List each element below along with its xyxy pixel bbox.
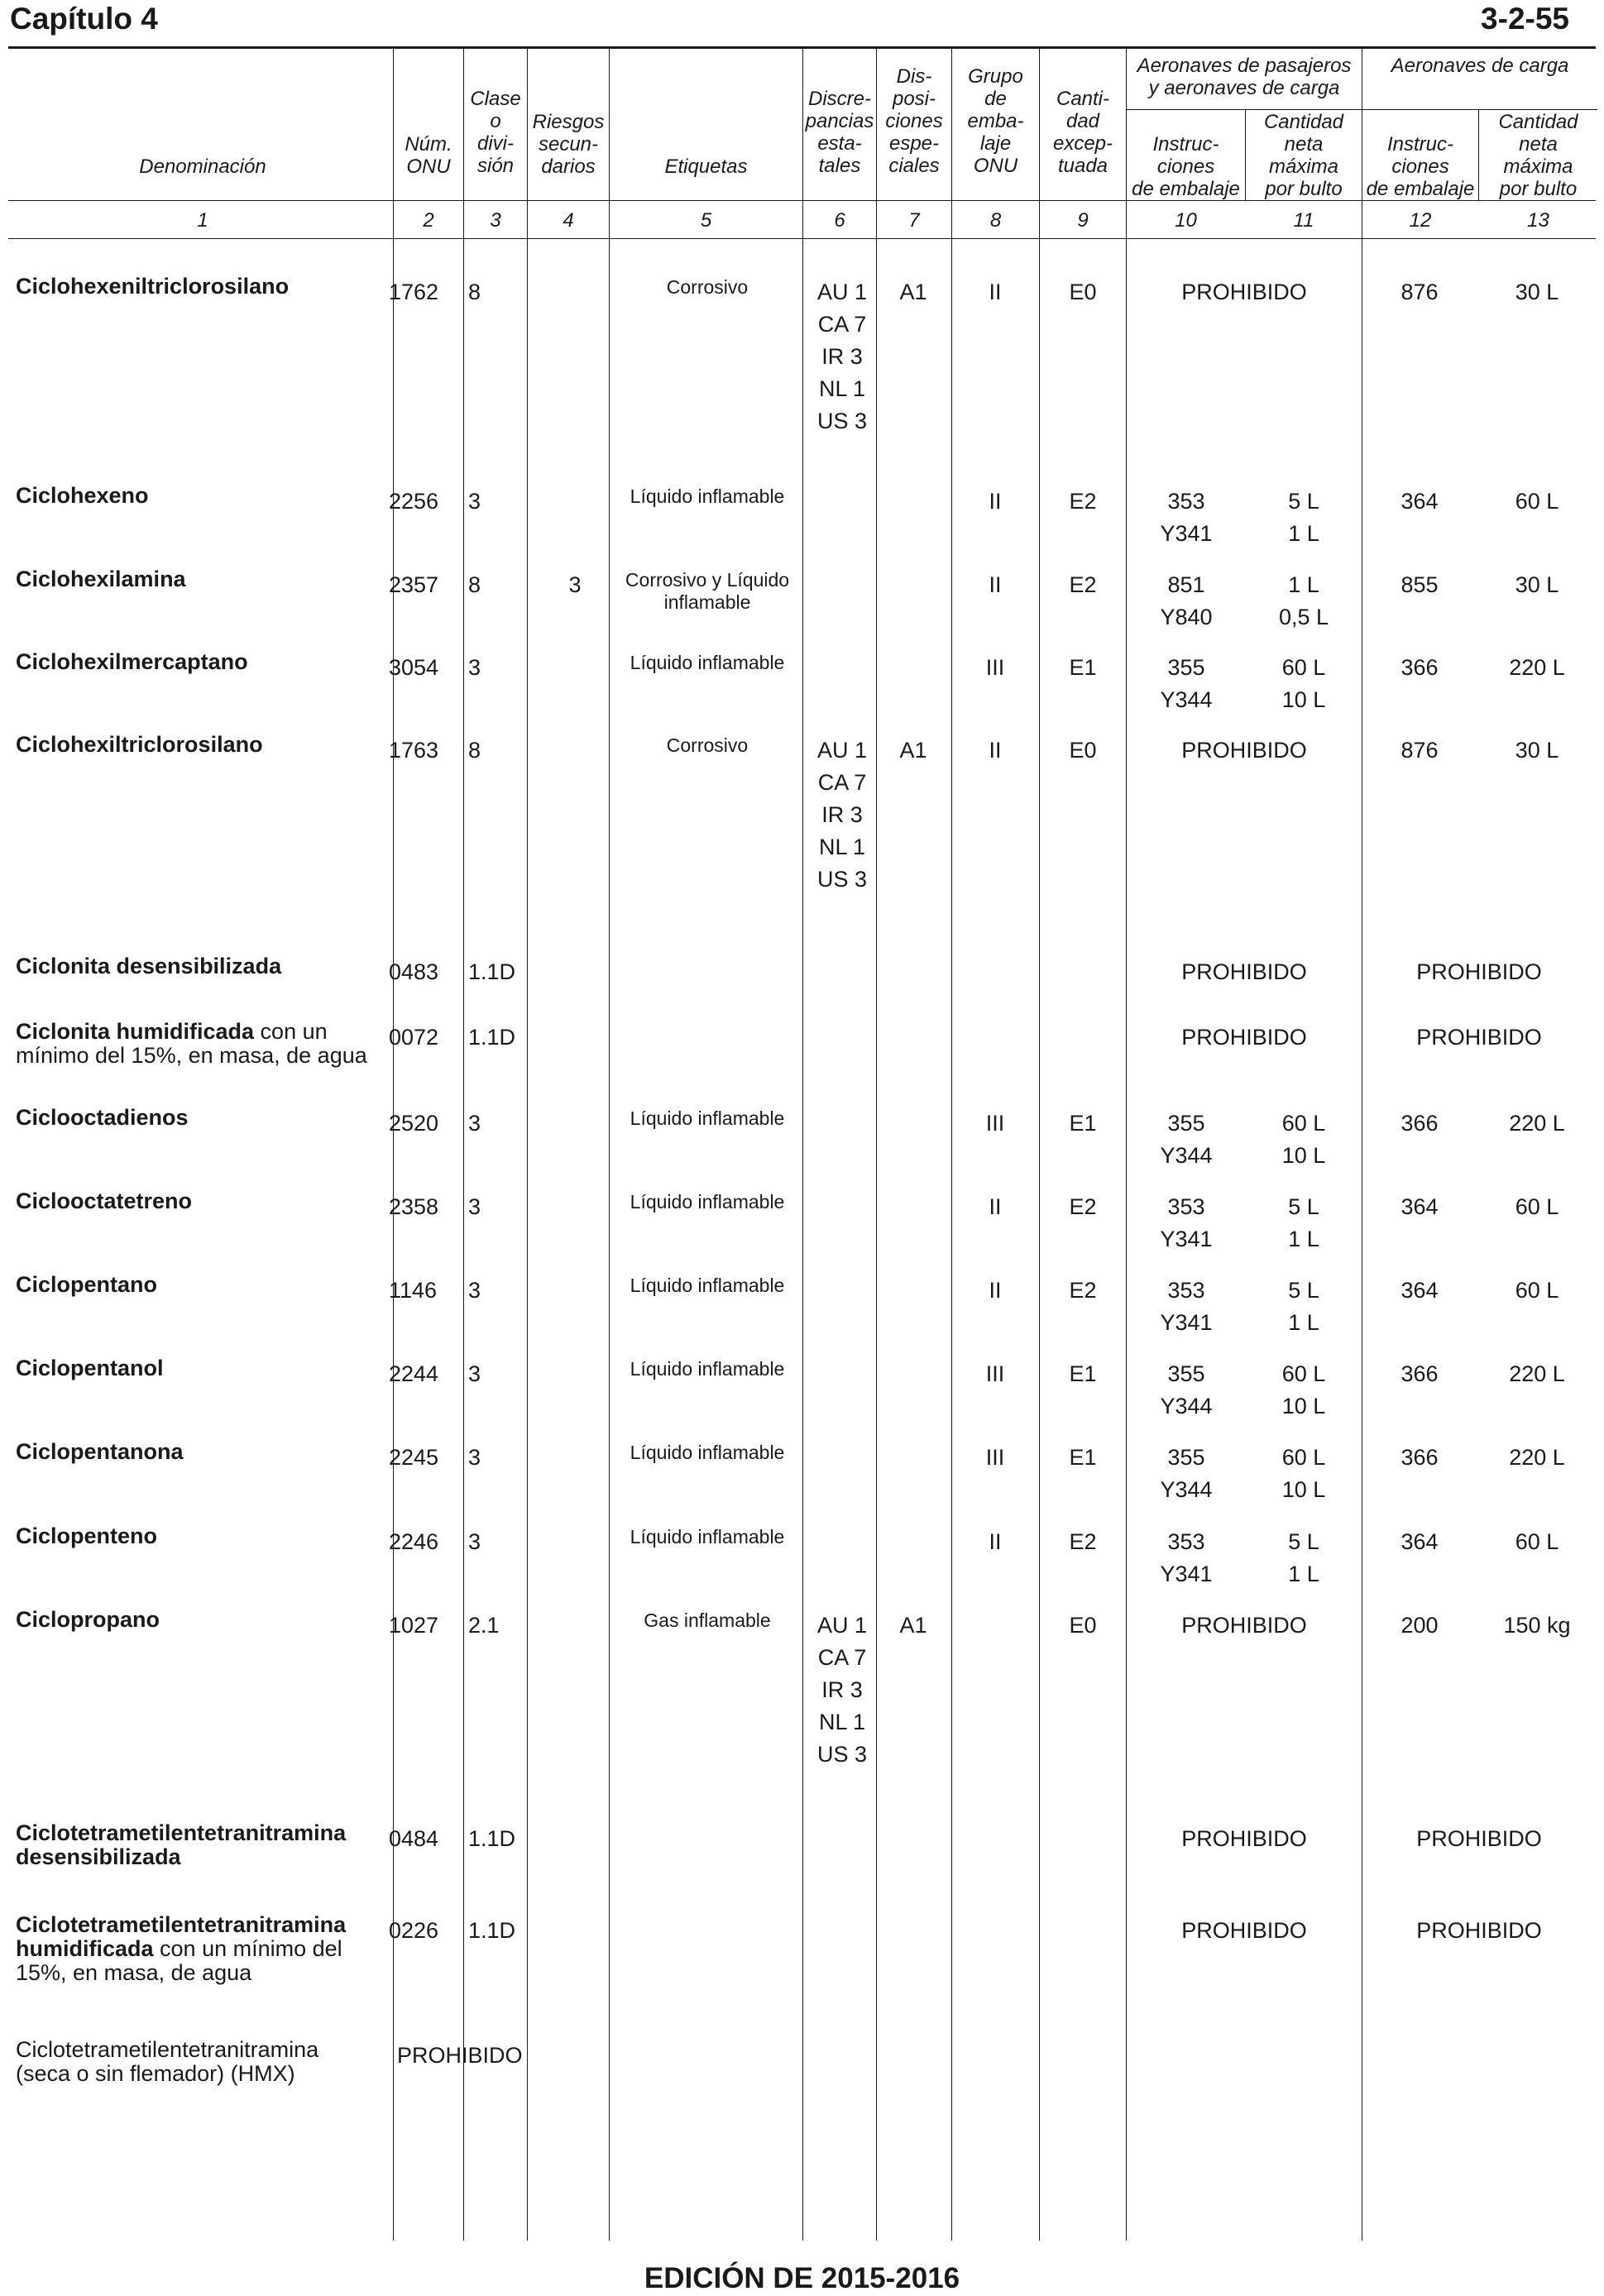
class-division: 3	[468, 489, 481, 514]
substance-name-bold: Ciclonita humidificada	[16, 1019, 255, 1044]
cargo-packing-instruction: 200	[1401, 1613, 1439, 1638]
cargo-net-quantity: 60 L	[1515, 1529, 1559, 1554]
substance-name-bold: Ciclohexiltriclorosilano	[16, 732, 263, 757]
subsidiary-risk: 3	[568, 572, 582, 597]
class-division: 3	[468, 1111, 481, 1136]
col-denominacion: Denominación	[139, 155, 266, 178]
substance-name	[16, 484, 371, 508]
cargo-packing-instruction: 364	[1401, 1529, 1439, 1554]
hazard-label: Líquido inflamable	[630, 1442, 785, 1463]
pax-packing-instruction: 851 Y840	[1160, 572, 1213, 629]
cargo-prohibited: PROHIBIDO	[1416, 1025, 1542, 1050]
cargo-packing-instruction: 855	[1401, 572, 1439, 597]
substance-name-rest: con un mínimo del 15%, en masa, de agua	[16, 1936, 342, 1985]
chapter-title: Capítulo 4	[10, 2, 158, 36]
cargo-net-quantity: 60 L	[1515, 1194, 1559, 1219]
substance-name	[16, 1189, 371, 1213]
pax-net-quantity: 5 L 1 L	[1288, 489, 1319, 546]
pax-packing-instruction: 355 Y344	[1160, 1361, 1213, 1418]
class-division: 3	[468, 1194, 481, 1219]
un-number: 2358	[389, 1194, 439, 1219]
substance-name	[16, 733, 371, 757]
col-num-onu: Núm. ONU	[405, 133, 452, 178]
packing-group: III	[985, 655, 1005, 680]
col-disposiciones: Dis- posi- ciones espe- ciales	[885, 65, 943, 177]
class-division: 3	[468, 1278, 481, 1303]
hazard-label: Líquido inflamable	[630, 1358, 785, 1380]
pax-prohibited: PROHIBIDO	[1181, 959, 1307, 984]
class-division: 1.1D	[468, 1826, 516, 1851]
substance-name	[16, 954, 371, 978]
cargo-packing-instruction: 364	[1401, 1278, 1439, 1303]
pax-packing-instruction: 353 Y341	[1160, 1529, 1213, 1586]
col-etiquetas: Etiquetas	[664, 155, 748, 178]
pax-packing-instruction: 355 Y344	[1160, 655, 1213, 712]
packing-group: II	[989, 1278, 1002, 1303]
pax-prohibited: PROHIBIDO	[1181, 1613, 1307, 1638]
substance-name	[16, 1524, 371, 1548]
substance-name-bold: Ciclohexeniltriclorosilano	[16, 274, 290, 299]
substance-name-bold: Ciclooctadienos	[16, 1105, 189, 1130]
substance-name	[16, 1913, 371, 1985]
packing-group: II	[989, 1194, 1002, 1219]
col-number: 10	[1175, 209, 1197, 232]
col-number: 6	[834, 209, 845, 232]
cargo-net-quantity: 220 L	[1509, 655, 1565, 680]
excepted-quantity: E0	[1069, 280, 1097, 304]
un-number: 1027	[389, 1613, 439, 1638]
substance-name	[16, 1273, 371, 1297]
un-number: 0483	[389, 959, 439, 984]
substance-name	[16, 1821, 371, 1869]
substance-name-bold: Ciclooctatetreno	[16, 1189, 193, 1213]
excepted-quantity: E1	[1069, 655, 1097, 680]
hazard-label: Líquido inflamable	[630, 652, 785, 673]
substance-name-bold: Ciclopentanol	[16, 1356, 164, 1380]
pax-net-quantity: 60 L 10 L	[1281, 655, 1326, 712]
substance-name-bold: Ciclopropano	[16, 1607, 160, 1632]
excepted-quantity: E2	[1069, 489, 1097, 514]
hazard-label: Corrosivo	[666, 734, 749, 756]
col-cantidad-carga: Cantidad neta máxima por bulto	[1498, 111, 1578, 200]
un-number: 2256	[389, 489, 439, 514]
class-division: 3	[468, 1529, 481, 1554]
packing-group: II	[989, 1529, 1002, 1554]
col-number: 7	[908, 209, 920, 232]
pax-net-quantity: 60 L 10 L	[1281, 1445, 1326, 1502]
col-number: 11	[1293, 209, 1314, 232]
col-clase: Clase o divi- sión	[470, 88, 521, 177]
class-division: 8	[468, 280, 481, 304]
pax-packing-instruction: 355 Y344	[1160, 1445, 1213, 1502]
pax-net-quantity: 5 L 1 L	[1288, 1278, 1319, 1335]
col-number: 1	[197, 209, 208, 232]
packing-group: II	[989, 280, 1002, 304]
excepted-quantity: E2	[1069, 572, 1097, 597]
hazard-label: Gas inflamable	[644, 1610, 771, 1631]
cargo-packing-instruction: 366	[1401, 1445, 1439, 1470]
col-cantidad-exceptuada: Canti- dad excep- tuada	[1052, 88, 1113, 177]
packing-group: II	[989, 572, 1002, 597]
excepted-quantity: E2	[1069, 1194, 1097, 1219]
hazard-label: Líquido inflamable	[630, 1107, 785, 1129]
substance-name	[16, 650, 371, 674]
substance-name	[16, 1440, 371, 1464]
pax-packing-instruction: 353 Y341	[1160, 1278, 1213, 1335]
pax-prohibited: PROHIBIDO	[1181, 738, 1307, 763]
class-division: 3	[468, 1445, 481, 1470]
pax-net-quantity: 60 L 10 L	[1281, 1361, 1326, 1418]
excepted-quantity: E0	[1069, 738, 1097, 763]
cargo-net-quantity: 150 kg	[1503, 1613, 1571, 1638]
class-division: 8	[468, 572, 481, 597]
substance-name-bold: Ciclopenteno	[16, 1523, 158, 1548]
class-division: 8	[468, 738, 481, 763]
special-provisions: A1	[899, 738, 927, 763]
col-instrucciones-pax: Instruc- ciones de embalaje	[1132, 133, 1240, 200]
col-group-pasajeros: Aeronaves de pasajeros y aeronaves de carga	[1137, 55, 1352, 99]
packing-group: III	[985, 1361, 1005, 1386]
col-number: 12	[1409, 209, 1432, 232]
packing-group: II	[989, 489, 1002, 514]
cargo-packing-instruction: 366	[1401, 1361, 1439, 1386]
edition-footer: EDICIÓN DE 2015-2016	[644, 2262, 960, 2294]
col-number: 4	[563, 209, 574, 232]
pax-net-quantity: 5 L 1 L	[1288, 1194, 1319, 1251]
pax-packing-instruction: 355 Y344	[1160, 1111, 1213, 1168]
un-number: 0484	[389, 1826, 439, 1851]
col-group-carga: Aeronaves de carga	[1391, 55, 1569, 77]
pax-prohibited: PROHIBIDO	[1181, 1025, 1307, 1050]
substance-name-bold: Ciclohexilamina	[16, 567, 186, 591]
substance-name-bold: Ciclohexilmercaptano	[16, 649, 248, 674]
substance-name-bold: Ciclotetrametilentetranitramina humidificada	[16, 1912, 347, 1961]
un-number: 1763	[389, 738, 439, 763]
substance-name-bold: Ciclonita desensibilizada	[16, 954, 282, 978]
substance-name	[16, 1020, 371, 1068]
state-variations: AU 1 CA 7 IR 3 NL 1 US 3	[816, 280, 868, 433]
substance-name	[16, 1106, 371, 1130]
state-variations: AU 1 CA 7 IR 3 NL 1 US 3	[816, 738, 868, 892]
cargo-net-quantity: 220 L	[1509, 1361, 1565, 1386]
excepted-quantity: E1	[1069, 1445, 1097, 1470]
substance-name	[16, 1608, 371, 1632]
pax-packing-instruction: 353 Y341	[1160, 489, 1213, 546]
cargo-packing-instruction: 364	[1401, 489, 1439, 514]
cargo-net-quantity: 30 L	[1515, 738, 1559, 763]
special-provisions: A1	[899, 280, 927, 304]
col-discrepancias: Discre- pancias esta- tales	[805, 88, 874, 177]
excepted-quantity: E0	[1069, 1613, 1097, 1638]
substance-name-bold: Ciclotetrametilentetranitramina desensibilizada	[16, 1820, 347, 1869]
class-division: 2.1	[468, 1613, 500, 1638]
un-number: 3054	[389, 655, 439, 680]
cargo-net-quantity: 60 L	[1515, 489, 1559, 514]
un-number: 2246	[389, 1529, 439, 1554]
hazard-label: Corrosivo y Líquido inflamable	[625, 569, 790, 613]
class-division: 1.1D	[468, 1918, 516, 1943]
cargo-net-quantity: 30 L	[1515, 572, 1559, 597]
hazard-label: Líquido inflamable	[630, 1275, 785, 1296]
col-grupo: Grupo de emba- laje ONU	[967, 65, 1024, 177]
cargo-net-quantity: 60 L	[1515, 1278, 1559, 1303]
pax-prohibited: PROHIBIDO	[1181, 1826, 1307, 1851]
substance-name-bold: Ciclohexeno	[16, 483, 149, 508]
un-number: 1146	[389, 1278, 438, 1303]
cargo-net-quantity: 220 L	[1509, 1111, 1565, 1136]
substance-name-rest: Ciclotetrametilentetranitramina (seca o sin flemador) (HMX)	[16, 2037, 319, 2086]
un-number: 0226	[389, 1918, 439, 1943]
packing-group: III	[985, 1445, 1005, 1470]
pax-prohibited: PROHIBIDO	[1181, 1918, 1307, 1943]
col-number: 8	[989, 209, 1002, 232]
substance-name	[16, 567, 371, 591]
cargo-net-quantity: 220 L	[1509, 1445, 1565, 1470]
col-cantidad-pax: Cantidad neta máxima por bulto	[1263, 111, 1344, 200]
hazard-label: Corrosivo	[666, 276, 749, 298]
substance-name-bold: Ciclopentano	[16, 1272, 158, 1297]
col-number: 5	[700, 209, 712, 232]
excepted-quantity: E1	[1069, 1361, 1097, 1386]
un-number: 2357	[389, 572, 439, 597]
page-number: 3-2-55	[1481, 2, 1569, 36]
un-number: 2245	[389, 1445, 439, 1470]
un-number: 2244	[389, 1361, 439, 1386]
excepted-quantity: E2	[1069, 1529, 1097, 1554]
hazard-label: Líquido inflamable	[630, 1526, 785, 1547]
special-provisions: A1	[899, 1613, 927, 1638]
class-division: 3	[468, 655, 481, 680]
class-division: 1.1D	[468, 1025, 516, 1050]
state-variations: AU 1 CA 7 IR 3 NL 1 US 3	[816, 1613, 868, 1767]
packing-group: III	[985, 1111, 1005, 1136]
all-prohibited: PROHIBIDO	[397, 2043, 523, 2068]
class-division: 1.1D	[468, 959, 516, 984]
col-number: 3	[490, 209, 501, 232]
pax-net-quantity: 1 L 0,5 L	[1278, 572, 1329, 629]
col-riesgos: Riesgos secun- darios	[532, 111, 605, 178]
pax-packing-instruction: 353 Y341	[1160, 1194, 1213, 1251]
cargo-packing-instruction: 366	[1401, 655, 1439, 680]
un-number: 1762	[389, 280, 439, 304]
pax-net-quantity: 5 L 1 L	[1288, 1529, 1319, 1586]
un-number: 0072	[389, 1025, 439, 1050]
substance-name	[16, 275, 371, 299]
hazard-label: Líquido inflamable	[630, 1191, 785, 1213]
excepted-quantity: E1	[1069, 1111, 1097, 1136]
class-division: 3	[468, 1361, 481, 1386]
un-number: 2520	[389, 1111, 439, 1136]
cargo-prohibited: PROHIBIDO	[1416, 1826, 1542, 1851]
col-instrucciones-carga: Instruc- ciones de embalaje	[1366, 133, 1475, 200]
cargo-packing-instruction: 876	[1401, 280, 1439, 304]
substance-name-rest: con un mínimo del 15%, en masa, de agua	[16, 1019, 367, 1068]
cargo-packing-instruction: 364	[1401, 1194, 1439, 1219]
substance-name	[16, 1356, 371, 1380]
substance-name	[16, 2038, 371, 2086]
hazard-label: Líquido inflamable	[630, 486, 785, 507]
cargo-prohibited: PROHIBIDO	[1416, 959, 1542, 984]
cargo-prohibited: PROHIBIDO	[1416, 1918, 1542, 1943]
col-number: 13	[1527, 209, 1549, 232]
col-number: 2	[423, 209, 434, 232]
pax-net-quantity: 60 L 10 L	[1281, 1111, 1326, 1168]
cargo-packing-instruction: 366	[1401, 1111, 1439, 1136]
substance-name-bold: Ciclopentanona	[16, 1439, 184, 1464]
cargo-net-quantity: 30 L	[1515, 280, 1559, 304]
pax-prohibited: PROHIBIDO	[1181, 280, 1307, 304]
cargo-packing-instruction: 876	[1401, 738, 1439, 763]
col-number: 9	[1077, 209, 1089, 232]
packing-group: II	[989, 738, 1002, 763]
excepted-quantity: E2	[1069, 1278, 1097, 1303]
